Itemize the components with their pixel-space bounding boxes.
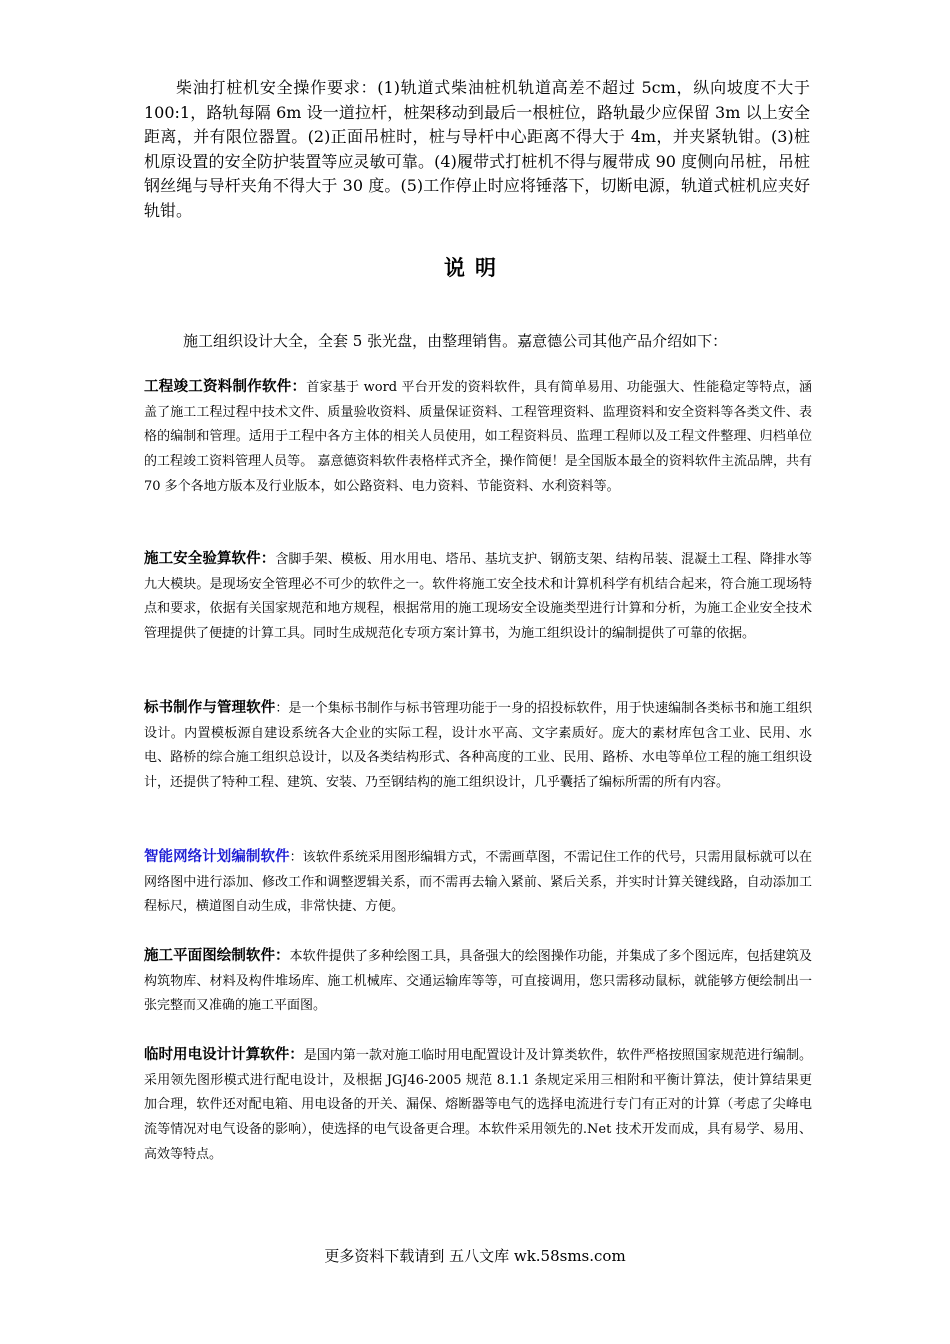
section-body: 本软件提供了多种绘图工具，具备强大的绘图操作功能，并集成了多个图远库，包括建筑及构筑物库、材料及构件堆场库、施工机械库、交通运输库等等，可直接调用，您只需移动鼠标，就能够方便绘制出一张完整而又准确的施工平面图。 <box>144 949 812 1014</box>
section-site-plan <box>144 944 812 1019</box>
section-body: 首家基于 word 平台开发的资料软件，具有简单易用、功能强大、性能稳定等特点，涵盖了施工工程过程中技术文件、质量验收资料、质量保证资料、工程管理资料、监理资料和安全资料等各类文件、表格的编制和管理。适用于工程中各方主体的相关人员使用，如工程资料员、监理工程师以及工程文件整理、归档单位的工程竣工资料管理人员等。 嘉意德资料软件表格样式齐全，操作简便！是全国版本最全的资料软件主流品牌，共有 70 多个各地方版本及行业版本，如公路资料、电力资料、节能资料、水利资料等。 <box>144 380 812 494</box>
section-heading: 临时用电设计计算软件： <box>144 1047 304 1063</box>
section-body: 含脚手架、模板、用水用电、塔吊、基坑支护、钢筋支架、结构吊装、混凝土工程、降排水等九大模块。是现场安全管理必不可少的软件之一。软件将施工安全技术和计算机科学有机结合起来，符合施工现场特点和要求，依据有关国家规范和地方规程，根据常用的施工现场安全设施类型进行计算和分析，为施工企业安全技术管理提供了便捷的计算工具。同时生成规范化专项方案计算书，为施工组织设计的编制提供了可靠的依据。 <box>144 552 812 642</box>
section-heading: 标书制作与管理软件 <box>144 700 276 716</box>
footer-text: 更多资料下载请到 五八文库 wk.58sms.com <box>324 1247 626 1265</box>
section-temp-power <box>144 1043 812 1168</box>
section-safety-calc <box>144 547 812 647</box>
section-bid-software <box>144 696 812 796</box>
product-intro-text: 施工组织设计大全，全套 5 张光盘，由整理销售。嘉意德公司其他产品介绍如下： <box>183 332 728 350</box>
pile-driver-safety-paragraph: 柴油打桩机安全操作要求：(1)轨道式柴油桩机轨道高差不超过 5cm，纵向坡度不大于 100:1，路轨每隔 6m 设一道拉杆，桩架移动到最后一根桩位，路轨最少应保留 3m 以上安全距离，并有限位器置。(2)正面吊桩时，桩与导杆中心距离不得大于 4m，并夹紧轨钳。(3)桩机原设置的安全防护装置等应灵敏可靠。(4)履带式打桩机不得与履带成 90 度侧向吊桩，吊桩钢丝绳与导杆夹角不得大于 30 度。(5)工作停止时应将锤落下，切断电源，轨道式桩机应夹好轨钳。 <box>144 78 810 220</box>
section-heading: 工程竣工资料制作软件： <box>144 379 307 395</box>
network-plan-link[interactable]: 智能网络计划编制软件 <box>144 849 290 865</box>
section-network-plan <box>144 845 812 920</box>
section-body: 是国内第一款对施工临时用电配置设计及计算类软件，软件严格按照国家规范进行编制。采用领先图形模式进行配电设计，及根据 JGJ46-2005 规范 8.1.1 条规定采用三相附和平衡计算法，使计算结果更加合理，软件还对配电箱、用电设备的开关、漏保、熔断器等电气的选择电流进行专门有正对的计算（考虑了尖峰电流等情况对电气设备的影响），使选择的电气设备更合理。本软件采用领先的.Net 技术开发而成，具有易学、易用、高效等特点。 <box>144 1048 812 1162</box>
section-body: ：是一个集标书制作与标书管理功能于一身的招投标软件，用于快速编制各类标书和施工组织设计。内置模板源自建设系统各大企业的实际工程，设计水平高、文字素质好。庞大的素材库包含工业、民用、水电、路桥的综合施工组织总设计，以及各类结构形式、各种高度的工业、民用、路桥、水电等单位工程的施工组织设计，还提供了特种工程、建筑、安装、乃至钢结构的施工组织设计，几乎囊括了编标所需的所有内容。 <box>144 701 812 791</box>
section-heading: 施工平面图绘制软件： <box>144 948 290 964</box>
section-completion-docs <box>144 375 812 500</box>
section-body: ：该软件系统采用图形编辑方式，不需画草图，不需记住工作的代号，只需用鼠标就可以在网络图中进行添加、修改工作和调整逻辑关系，而不需再去输入紧前、紧后关系，并实时计算关键线路，自动添加工程标尺，横道图自动生成，非常快捷、方便。 <box>144 850 812 915</box>
section-heading: 施工安全验算软件： <box>144 551 276 567</box>
page-title: 说明 <box>444 256 506 280</box>
